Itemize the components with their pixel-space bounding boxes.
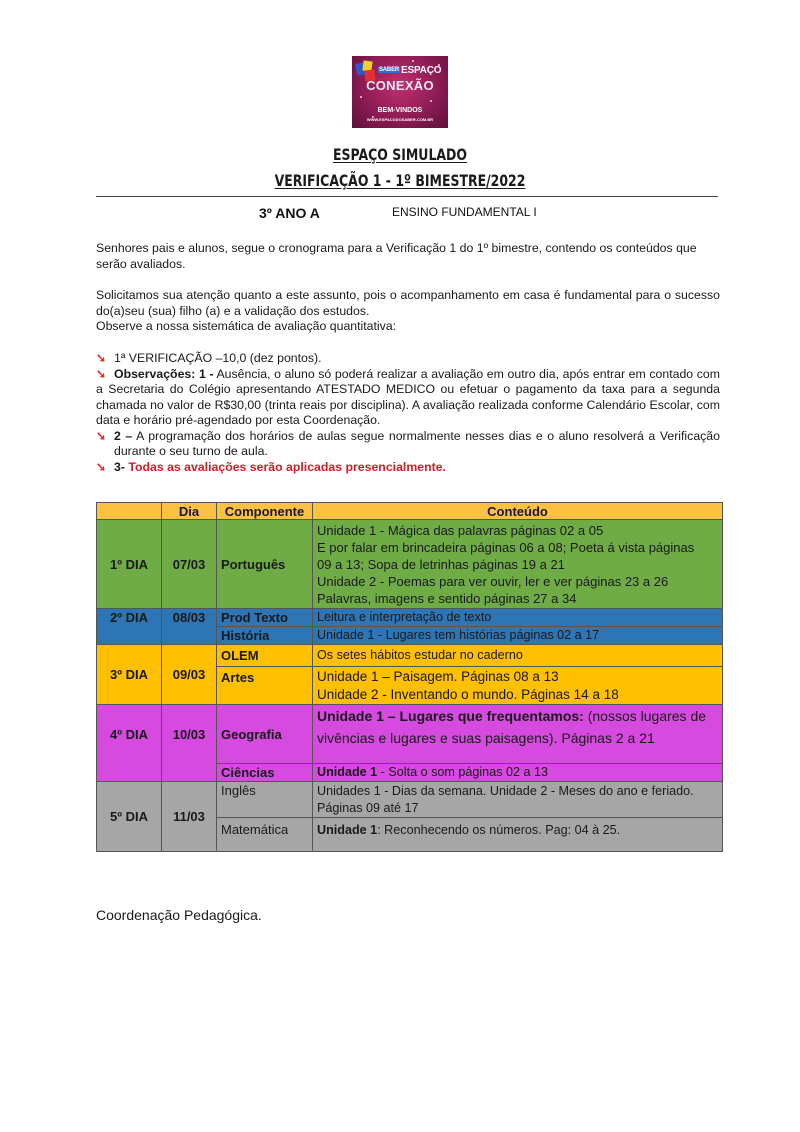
content-line: 09 a 13; Sopa de letrinhas páginas 19 a 21 (317, 557, 565, 572)
intro-paragraph: Senhores pais e alunos, segue o cronograma para a Verificação 1 do 1º bimestre, contendo os conteúdos que serão avaliados. (96, 241, 697, 271)
content-line: Unidade 2 - Poemas para ver ouvir, ler e ver páginas 23 a 26 (317, 574, 669, 589)
date-cell: 08/03 (162, 609, 217, 645)
rule-label: Observações: 1 - (114, 366, 214, 381)
content-line: Os setes hábitos estudar no caderno (317, 648, 523, 662)
content-cell (313, 705, 723, 764)
content-cell (313, 818, 723, 852)
document-title: ESPAÇO SIMULADO (332, 145, 468, 164)
signature: Coordenação Pedagógica. (96, 907, 262, 923)
arrow-bullet-icon: ➘ (96, 351, 107, 365)
content-cell (313, 764, 723, 782)
rule-item (96, 429, 720, 460)
date-cell: 11/03 (162, 782, 217, 852)
day-cell: 1º DIA (97, 520, 162, 609)
sparkle (430, 100, 432, 102)
arrow-bullet-icon: ➘ (96, 366, 107, 381)
table-header-row (97, 503, 723, 520)
component-cell: OLEM (217, 645, 313, 667)
table-row (97, 645, 723, 667)
content-cell (313, 627, 723, 645)
component-cell: Português (217, 520, 313, 609)
component-cell: Prod Texto (217, 609, 313, 627)
component-cell: Inglês (217, 782, 313, 818)
content-line (317, 705, 718, 727)
evaluation-rules-list (96, 351, 720, 475)
component-cell: Ciências (217, 764, 313, 782)
arrow-bullet-icon: ➘ (96, 428, 107, 443)
day-cell: 2º DIA (97, 609, 162, 645)
component-cell: Matemática (217, 818, 313, 852)
day-cell: 5º DIA (97, 782, 162, 852)
school-logo (352, 56, 448, 128)
component-cell: Geografia (217, 705, 313, 764)
logo-brand-top-text: ESPAÇO (401, 65, 442, 76)
rule-label: 2 – (114, 428, 133, 443)
table-row (97, 705, 723, 764)
class-level: ENSINO FUNDAMENTAL I (392, 205, 537, 219)
table-row (97, 609, 723, 627)
content-bold: Unidade 1 (317, 823, 378, 837)
date-cell: 09/03 (162, 645, 217, 705)
component-cell: Artes (217, 667, 313, 705)
class-name: 3º ANO A (259, 205, 320, 221)
day-cell: 3º DIA (97, 645, 162, 705)
header-cell (97, 503, 162, 520)
content-text: : Reconhecendo os números. Pag: 04 à 25. (377, 823, 621, 837)
document-subtitle: VERIFICAÇÃO 1 - 1º BIMESTRE/2022 (274, 171, 526, 190)
content-line: Unidade 1 - Lugares tem histórias páginas 02 a 17 (317, 628, 600, 642)
rule-text: Ausência, o aluno só poderá realizar a avaliação em outro dia, após entrar em contado com a Secretaria do Colégio apresentando ATESTADO MEDICO ou efetuar o pagamento da taxa para a segunda chamada no valor de R$30,00 (trinta reais por disciplina). A avaliação realizada conforme Calendário Escolar, com data e horário pré-agendado por esta Coordenação. (96, 366, 720, 427)
attention-paragraph: Solicitamos sua atenção quanto a este assunto, pois o acompanhamento em casa é fundamental para o sucesso do(a)seu (sua) filho (a) e a validação dos estudos. (96, 288, 720, 318)
logo-site: WWW.ESPACODOSABER.COM.BR (366, 117, 434, 122)
content-cell (313, 609, 723, 627)
content-line: Unidades 1 - Dias da semana. Unidade 2 - Meses do ano e feriado. (317, 784, 694, 798)
logo-brand-small: SABER (379, 67, 400, 73)
logo-welcome: BEM-VINDOS (377, 107, 423, 114)
content-line: Unidade 1 - Mágica das palavras páginas 02 a 05 (317, 523, 604, 538)
content-cell (313, 782, 723, 818)
day-cell: 4º DIA (97, 705, 162, 782)
rule-item (96, 367, 720, 429)
rule-label: 3- (114, 459, 125, 474)
content-line: Leitura e interpretação de texto (317, 610, 492, 624)
component-cell: História (217, 627, 313, 645)
content-text: - Solta o som páginas 02 a 13 (377, 765, 549, 779)
content-line (317, 764, 718, 781)
rule-text-highlight: Todas as avaliações serão aplicadas presencialmente. (124, 459, 446, 474)
content-line (317, 822, 718, 839)
table-row (97, 520, 723, 609)
sparkle (412, 60, 414, 62)
content-line: Palavras, imagens e sentido páginas 27 a 34 (317, 591, 577, 606)
content-line: Unidade 2 - Inventando o mundo. Páginas 14 a 18 (317, 687, 619, 702)
sparkle (360, 96, 362, 98)
content-line: Páginas 09 até 17 (317, 801, 419, 815)
rule-text: A programação dos horários de aulas segue normalmente nesses dias e o aluno resolverá a Verificação durante o seu turno de aula. (114, 428, 720, 458)
content-line: vivências e lugares e suas paisagens). Páginas 2 a 21 (317, 730, 655, 746)
logo-brand-main: CONEXÃO (366, 78, 434, 93)
rule-text: 1ª VERIFICAÇÃO –10,0 (dez pontos). (114, 351, 322, 365)
content-bold: Unidade 1 (317, 765, 378, 779)
header-cell: Conteúdo (313, 503, 723, 520)
header-divider (96, 196, 718, 197)
content-cell (313, 667, 723, 705)
schedule-table (96, 502, 723, 852)
header-cell: Componente (217, 503, 313, 520)
content-text: (nossos lugares de (583, 708, 707, 724)
content-line: Unidade 1 – Paisagem. Páginas 08 a 13 (317, 669, 559, 684)
content-line: E por falar em brincadeira páginas 06 a 08; Poeta á vista páginas (317, 540, 695, 555)
arrow-bullet-icon: ➘ (96, 459, 107, 474)
content-bold: Unidade 1 – Lugares que frequentamos: (317, 708, 584, 724)
content-cell (313, 520, 723, 609)
date-cell: 10/03 (162, 705, 217, 782)
table-row (97, 782, 723, 818)
logo-brand-top (378, 65, 441, 76)
date-cell: 07/03 (162, 520, 217, 609)
content-cell (313, 645, 723, 667)
rule-item (96, 351, 720, 367)
header-cell: Dia (162, 503, 217, 520)
rule-item (96, 460, 720, 476)
evaluation-system-paragraph: Observe a nossa sistemática de avaliação quantitativa: (96, 319, 397, 333)
